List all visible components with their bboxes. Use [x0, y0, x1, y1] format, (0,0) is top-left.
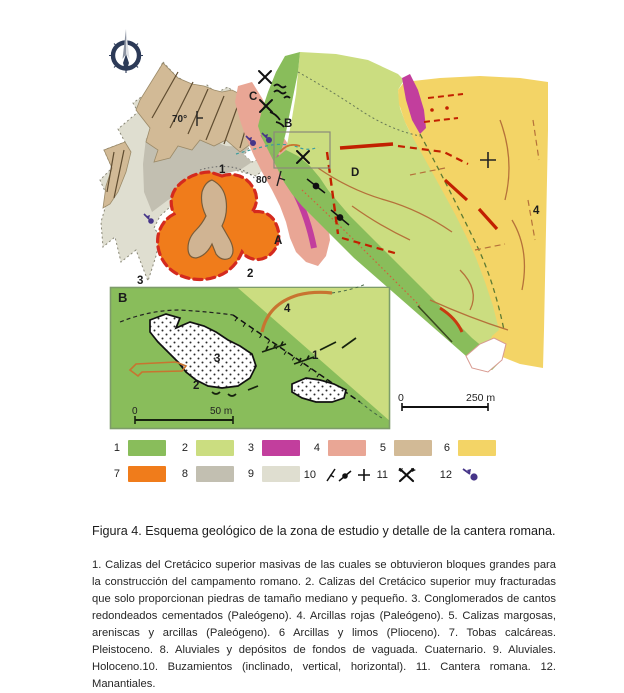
- compass-north-label: N: [123, 61, 129, 71]
- label-3: 3: [137, 275, 144, 287]
- legend-swatch-6: [458, 440, 496, 456]
- dip-symbols-icon: [324, 466, 374, 484]
- legend-num: 10: [303, 469, 316, 481]
- label-D: D: [351, 167, 360, 179]
- legend-swatch-4: [328, 440, 366, 456]
- figure-caption: Figura 4. Esquema geológico de la zona de estudio y detalle de la cantera romana.: [92, 523, 556, 538]
- legend-swatch-9: [262, 466, 300, 482]
- legend-num: 9: [247, 468, 254, 480]
- compass-rose-icon: [109, 29, 143, 73]
- legend-swatch-5: [394, 440, 432, 456]
- legend-num: 1: [113, 442, 120, 454]
- legend-item-11: [372, 466, 418, 484]
- legend-item-6: [434, 440, 496, 456]
- dip-80-label: 80°: [256, 175, 272, 186]
- legend-item-7: [104, 466, 166, 482]
- inset-label-4: 4: [284, 303, 291, 315]
- scalebar-zero: 0: [398, 392, 404, 404]
- inset-label-3: 3: [214, 353, 221, 365]
- legend-item-10: [300, 466, 374, 484]
- legend-item-8: [172, 466, 234, 482]
- legend-item-12: [436, 466, 482, 483]
- inset-map: [111, 284, 390, 429]
- legend-num: 5: [379, 442, 386, 454]
- legend-item-3: [238, 440, 300, 456]
- inset-label-2: 2: [193, 380, 200, 392]
- legend-swatch-1: [128, 440, 166, 456]
- legend-num: 8: [181, 468, 188, 480]
- legend-num: 2: [181, 442, 188, 454]
- legend-num: 12: [439, 468, 452, 481]
- legend-item-4: [304, 440, 366, 456]
- legend-swatch-2: [196, 440, 234, 456]
- region-cantera-romana: [158, 172, 279, 279]
- legend-num: 6: [443, 442, 450, 454]
- legend-swatch-3: [262, 440, 300, 456]
- crossed-hammers-icon: [396, 466, 418, 484]
- inset-label-B: B: [118, 290, 128, 305]
- inset-scale-max: 50 m: [210, 406, 233, 417]
- legend-num: 4: [313, 442, 320, 454]
- inset-scale-zero: 0: [132, 406, 138, 417]
- label-B: B: [284, 118, 293, 130]
- legend-item-9: [238, 466, 300, 482]
- legend-num: 11: [376, 469, 388, 481]
- map-scalebar: [398, 392, 495, 411]
- label-1: 1: [219, 164, 226, 176]
- legend-swatch-8: [196, 466, 234, 482]
- legend-item-2: [172, 440, 234, 456]
- label-4: 4: [533, 205, 540, 217]
- legend-num: 7: [113, 468, 120, 480]
- legend-item-5: [370, 440, 432, 456]
- legend-num: 3: [247, 442, 254, 454]
- legend-swatch-7: [128, 466, 166, 482]
- inset-label-1: 1: [312, 350, 319, 362]
- label-2: 2: [247, 268, 254, 280]
- label-A: A: [274, 235, 283, 247]
- scalebar-max: 250 m: [466, 392, 496, 404]
- legend-item-1: [104, 440, 166, 456]
- dip-70-label: 70°: [172, 114, 188, 125]
- spring-icon: [460, 466, 482, 483]
- figure-description: 1. Calizas del Cretácico superior masivas de las cuales se obtuvieron bloques grandes para la construcción del campamento romano. 2. Calizas del Cretácico superior muy fracturadas que solo proporcionan piedras de tamaño mediano y pequeño. 3. Conglomerados de cantos redondeados cementados (Paleógeno). 4. Arcillas rojas (Paleógeno). 5. Calizas margosas, areniscas y arcillas (Paleógeno). 6 Arcillas y limos (Plioceno). 7. Tobas calcáreas. Pleistoceno. 8. Aluviales y depósitos de fondos de vaguada. Cuaternario. 9. Aluviales. Holoceno.10. Buzamientos (inclinado, vertical, horizontal). 11. Cantera romana. 12. Manantiales.: [92, 559, 556, 691]
- label-C: C: [249, 91, 258, 103]
